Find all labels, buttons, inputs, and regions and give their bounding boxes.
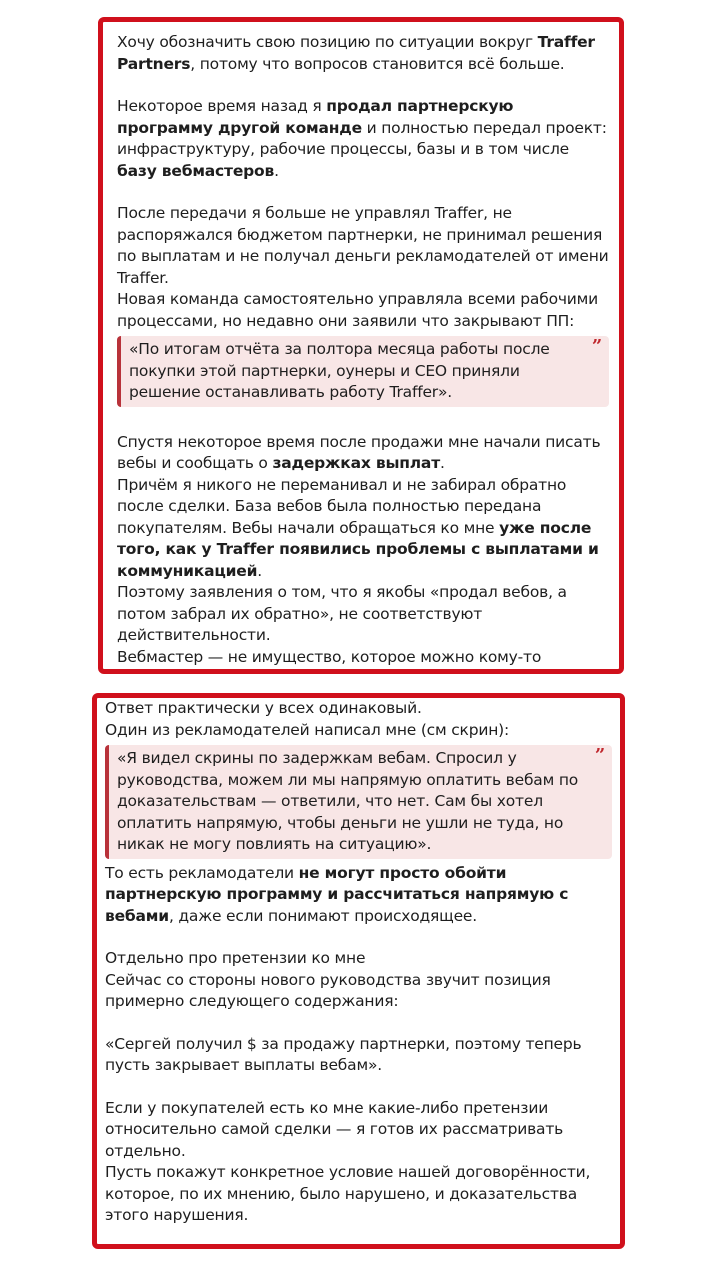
- delays-paragraph: Спустя некоторое время после продажи мне начали писать вебы и сообщать о задержках выплат.: [117, 432, 601, 472]
- intro-paragraph: Хочу обозначить свою позицию по ситуации вокруг Traffer Partners, потому что вопросов становится всё больше.: [117, 33, 595, 73]
- no-poaching-paragraph: Причём я никого не переманивал и не забирал обратно после сделки. База вебов была полностью передана покупателям. Вебы начали обращаться ко мне уже после того, как у Traffer появились проблемы с выплатами и коммуникацией.: [117, 475, 599, 580]
- claims-paragraph: Поэтому заявления о том, что я якобы «продал вебов, а потом забрал их обратно», не соответствуют действительности.: [117, 583, 567, 644]
- advertiser-quote-text: «Я видел скрины по задержкам вебам. Спросил у руководства, можем ли мы напрямую оплатить вебам по доказательствам — ответили, что нет. Сам бы хотел оплатить напрямую, чтобы деньги не ушли не туда, но никак не могу повлиять на ситуацию».: [117, 749, 579, 853]
- management-paragraph: Сейчас со стороны нового руководства звучит позиция примерно следующего содержания:: [105, 970, 551, 1010]
- new-team-paragraph: Новая команда самостоятельно управляла всеми рабочими процессами, но недавно они заявили что закрывают ПП:: [117, 290, 599, 330]
- advertiser-paragraph: Один из рекламодателей написал мне (см скрин):: [105, 720, 510, 739]
- after-transfer-paragraph: После передачи я больше не управлял Traffer, не распоряжался бюджетом партнерки, не принимал решения по выплатам и не получал деньги рекламодателей от имени Traffer.: [117, 204, 609, 287]
- closing-quote-text: «По итогам отчёта за полтора месяца работы после покупки этой партнерки, оунеры и CEO приняли решение останавливать работу Traffer».: [129, 340, 550, 401]
- message-screenshot-1: [98, 17, 624, 674]
- webmaster-paragraph: Вебмастер — не имущество, которое можно кому-то: [117, 647, 542, 666]
- quote-mark-icon: ”: [591, 336, 602, 357]
- closing-quote: [117, 336, 609, 407]
- answer-paragraph: Ответ практически у всех одинаковый.: [105, 699, 422, 717]
- advertiser-quote: [105, 745, 612, 859]
- claims-heading: Отдельно про претензии ко мне: [105, 949, 366, 967]
- message-screenshot-2: [92, 693, 625, 1249]
- sergey-quote-paragraph: «Сергей получил $ за продажу партнерки, поэтому теперь пусть закрывает выплаты вебам».: [105, 1034, 582, 1074]
- advertisers-paragraph: То есть рекламодатели не могут просто обойти партнерскую программу и рассчитаться напрямую с вебами, даже если понимают происходящее.: [105, 863, 569, 925]
- quote-mark-icon: ”: [594, 745, 605, 766]
- evidence-paragraph: Пусть покажут конкретное условие нашей договорённости, которое, по их мнению, было нарушено, и доказательства этого нарушения.: [105, 1163, 591, 1224]
- sale-paragraph: Некоторое время назад я продал партнерскую программу другой команде и полностью передал проект: инфраструктуру, рабочие процессы, базы и в том числе базу вебмастеров.: [117, 97, 607, 180]
- buyers-paragraph: Если у покупателей есть ко мне какие-либо претензии относительно самой сделки — я готов их рассматривать отдельно.: [105, 1098, 564, 1160]
